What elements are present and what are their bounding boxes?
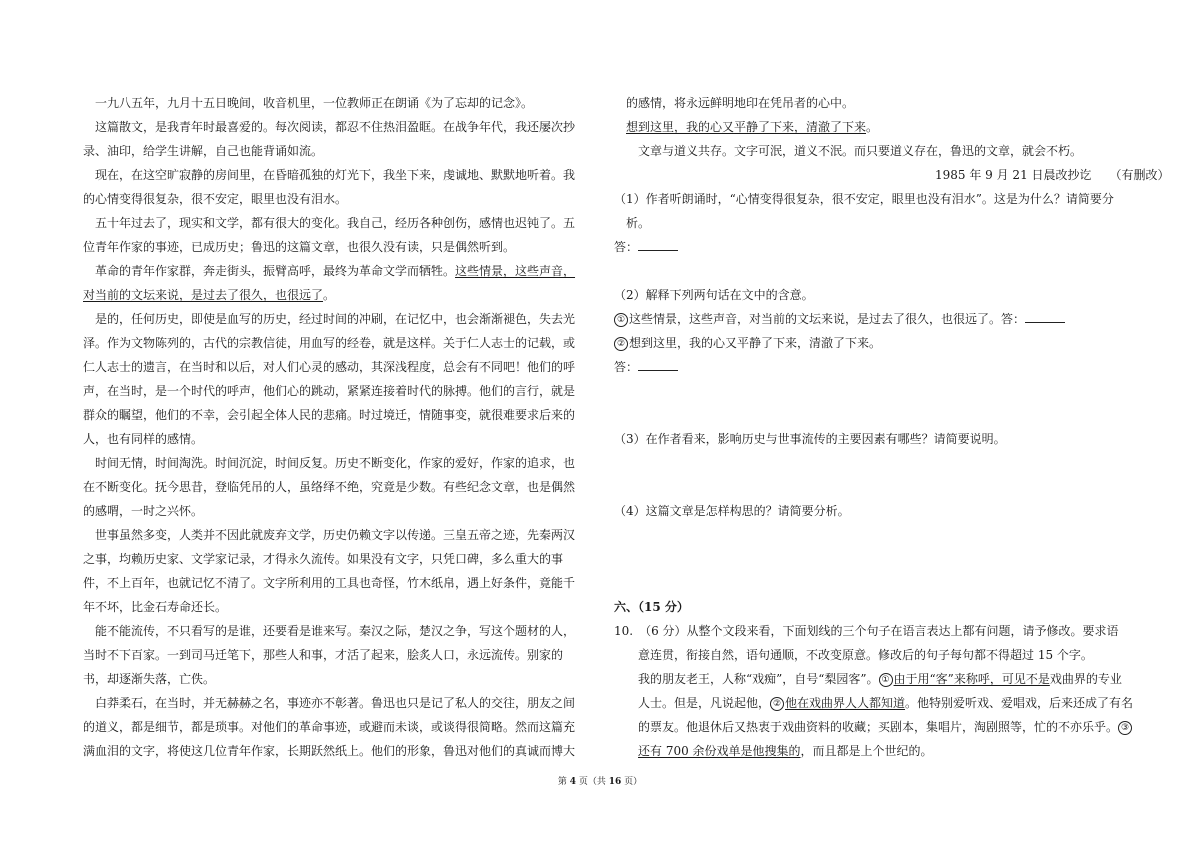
circled-number: ② <box>770 697 784 711</box>
text-line: 的感情，将永远鲜明地印在凭吊者的心中。 <box>626 96 855 110</box>
text-line: 声，在当时，是一个时代的呼声，他们心的跳动，紧紧连接着时代的脉搏。他们的言行，就是 <box>83 384 576 398</box>
text-line: 意连贯，衔接自然，语句通顺，不改变原意。修改后的句子每句都不得超过 15 个字。 <box>638 648 1093 662</box>
text-line <box>638 719 1133 735</box>
line-text: 革命的青年作家群，奔走街头，振臂高呼，最终为革命文学而牺牲。 <box>95 264 456 278</box>
answer-label: 答： <box>614 240 639 254</box>
text-line <box>83 287 335 303</box>
text-line: 书，却逐渐失落，亡佚。 <box>83 672 216 686</box>
underlined-sentence: 还有 700 余份戏单是他搜集的 <box>638 744 801 758</box>
text-line: 这篇散文，是我青年时最喜爱的。每次阅读，都忍不住热泪盈眶。在战争年代，我还屡次抄 <box>95 120 576 134</box>
question-1: （1）作者听朗诵时，“心情变得很复杂，很不安定，眼里也没有泪水”。这是为什么？请简要分 <box>614 192 1114 206</box>
question-4: （4）这篇文章是怎样构思的？请简要分析。 <box>614 504 850 518</box>
text-line: 件，不上百年，也就记忆不清了。文字所利用的工具也奇怪，竹木纸帛，遇上好条件，竟能千 <box>83 576 576 590</box>
text-line: 之事，均赖历史家、文学家记录，才得永久流传。如果没有文字，只凭口碑，多么重大的事 <box>83 552 564 566</box>
text-line: 世事虽然多变，人类并不因此就废弃文学，历史仍赖文字以传递。三皇五帝之迹，先秦两汉 <box>95 528 576 542</box>
page-footer <box>0 776 1200 788</box>
question-2: （2）解释下列两句话在文中的含意。 <box>614 288 814 302</box>
underlined-sentence: 想到这里，我的心又平静了下来，清澈了下来 <box>626 120 867 134</box>
footer-suffix: 页） <box>621 777 643 787</box>
text-line: 白莽柔石，在当时，并无赫赫之名，事迹亦不彰著。鲁迅也只是记了私人的交往，朋友之间 <box>95 696 576 710</box>
underlined-sentence: 对当前的文坛来说，是过去了很久，也很远了 <box>83 288 324 302</box>
text-line <box>614 311 1065 327</box>
text-line: 仁人志士的遗言，在当时和以后，对人们心灵的感动，其深浅程度，总会有不同吧！他们的呼 <box>83 360 576 374</box>
underlined-sentence: 由于用“客”来称呼，可见不是 <box>893 672 1050 686</box>
answer-line <box>614 239 678 255</box>
text-line: 一九八五年，九月十五日晚间，收音机里，一位教师正在朗诵《为了忘却的记念》。 <box>95 96 534 110</box>
text-line <box>638 743 933 759</box>
text-line <box>638 695 1133 711</box>
text-line: 能不能流传，不只看写的是谁，还要看是谁来写。秦汉之际，楚汉之争，写这个题材的人， <box>95 624 576 638</box>
text-line: 析。 <box>626 216 651 230</box>
line-text: 人士。但是，凡说起他， <box>638 696 771 710</box>
question-10: 10. （6 分）从整个文段来看，下面划线的三个句子在语言表达上都有问题，请予修改。要求语 <box>614 624 1119 638</box>
underlined-sentence: 他在戏曲界人人都知道 <box>785 696 906 710</box>
text-line: 当时不下百家。一到司马迁笔下，那些人和事，才活了起来，脍炙人口，永远流传。别家的 <box>83 648 564 662</box>
text-line: 满血泪的文字，将使这几位青年作家，长期跃然纸上。他们的形象，鲁迅对他们的真诚而博大 <box>83 744 576 758</box>
footer-prefix: 第 <box>557 777 570 787</box>
text-line: 是的，任何历史，即使是血写的历史，经过时间的冲刷，在记忆中，也会渐渐褪色，失去光 <box>95 312 576 326</box>
line-text: 。他特别爱听戏、爱唱戏，后来还成了有名 <box>905 696 1134 710</box>
text-line: 年不坏，比金石寿命还长。 <box>83 600 228 614</box>
question-3: （3）在作者看来，影响历史与世事流传的主要因素有哪些？请简要说明。 <box>614 432 1006 446</box>
text-line: 泽。作为文物陈列的，古代的宗教信徒，用血写的经卷，就是这样。关于仁人志士的记载，或 <box>83 336 576 350</box>
text-line: 时间无情，时间淘洗。时间沉淀，时间反复。历史不断变化，作家的爱好，作家的追求，也 <box>95 456 576 470</box>
text-line <box>638 671 1122 687</box>
text-line: 群众的瞩望，他们的不幸，会引起全体人民的悲痛。时过境迁，情随事变，就很难要求后来的 <box>83 408 576 422</box>
answer-blank[interactable] <box>638 360 678 371</box>
circled-number: ② <box>614 337 628 351</box>
text-line: 的道义，都是细节，都是琐事。对他们的革命事迹，或避而未谈，或谈得很简略。然而这篇充 <box>83 720 576 734</box>
line-text: 我的朋友老王，人称“戏痴”，自号“梨园客”。 <box>638 672 879 686</box>
line-text: 。 <box>323 288 336 302</box>
text-line: 现在，在这空旷寂静的房间里，在昏暗孤独的灯光下，我坐下来，虔诚地、默默地听着。我 <box>95 168 576 182</box>
page-number: 4 <box>569 777 576 787</box>
footer-middle: 页（共 <box>576 777 609 787</box>
text-line: 文章与道义共存。文字可泯，道义不泯。而只要道义存在，鲁迅的文章，就会不朽。 <box>638 144 1083 158</box>
underlined-sentence: 这些情景，这些声音， <box>455 264 576 278</box>
line-text: 想到这里，我的心又平静了下来，清澈了下来。 <box>629 336 882 350</box>
line-text: 戏曲界的专业 <box>1049 672 1122 686</box>
text-line: 位青年作家的事迹，已成历史；鲁迅的这篇文章，也很久没有读，只是偶然听到。 <box>83 240 516 254</box>
text-line: 在不断变化。抚今思昔，登临凭吊的人，虽络绎不绝，究竟是少数。有些纪念文章，也是偶然 <box>83 480 576 494</box>
section-heading: 六、（15 分） <box>614 600 689 614</box>
answer-line <box>614 359 678 375</box>
circled-number: ③ <box>1118 721 1132 735</box>
text-line <box>95 263 575 279</box>
text-line: 人，也有同样的感情。 <box>83 432 204 446</box>
text-line <box>614 335 881 351</box>
answer-blank[interactable] <box>1025 312 1065 323</box>
text-line: 的心情变得很复杂，很不安定，眼里也没有泪水。 <box>83 192 348 206</box>
total-pages: 16 <box>608 777 622 787</box>
text-line: 五十年过去了，现实和文学，都有很大的变化。我自己，经历各种创伤，感情也迟钝了。五 <box>95 216 576 230</box>
answer-blank[interactable] <box>638 240 678 251</box>
text-line: 的感喟，一时之兴怀。 <box>83 504 204 518</box>
circled-number: ① <box>879 673 893 687</box>
answer-label: 答： <box>614 360 639 374</box>
text-line <box>626 119 878 135</box>
line-text: ，而且都是上个世纪的。 <box>800 744 933 758</box>
line-text: 的票友。他退休后又热衷于戏曲资料的收藏；买剧本，集唱片，淘剧照等，忙的不亦乐乎。 <box>638 720 1119 734</box>
circled-number: ① <box>614 313 628 327</box>
date-note: 1985 年 9 月 21 日晨改抄讫 （有删改） <box>935 168 1170 182</box>
text-line: 录、油印，给学生讲解，自己也能背诵如流。 <box>83 144 324 158</box>
line-text: 。 <box>866 120 879 134</box>
line-text: 这些情景，这些声音，对当前的文坛来说，是过去了很久，也很远了。答： <box>629 312 1026 326</box>
